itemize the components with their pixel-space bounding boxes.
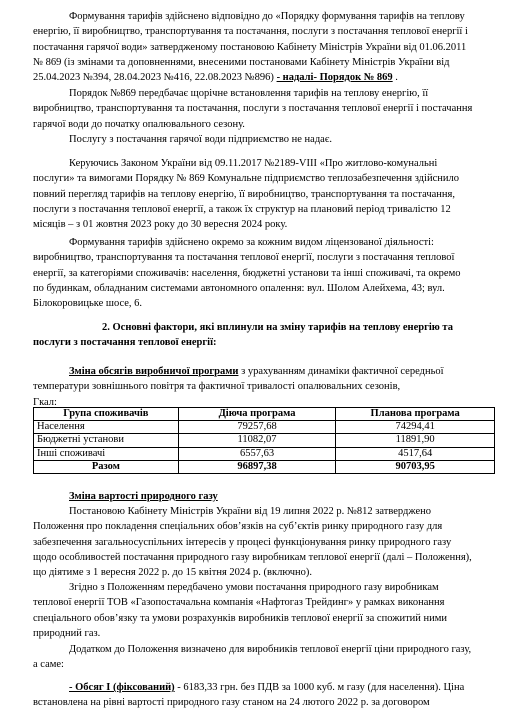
text-line: № 869 (із змінами та доповненнями, внесеними постановами Кабінету Міністрів України від [33,56,450,68]
table-row [34,434,495,447]
text-fragment: . [392,72,398,84]
text-line: щодо особливостей постачання природного газу виробникам теплової енергії (далі – Положення), [33,551,472,563]
text-line: Постановою Кабінету Міністрів України від 19 липня 2022 р. №812 затверджено [69,506,432,517]
text-line: а саме: [33,659,64,671]
text-fragment: 25.04.2023 №394, 28.04.2023 №416, 22.08.2023 №896) [33,72,277,84]
table-cell: 96897,38 [178,460,336,473]
column-header: Діюча програма [178,408,336,421]
production-program-title: Зміна обсягів виробничої програми [69,366,239,377]
text-line: Додатком до Положення визначено для виробників теплової енергії ціни природного газу, [69,644,472,655]
table-cell: 11891,90 [336,434,495,447]
text-line: 2. Основні фактори, які вплинули на зміну тарифів на теплову енергію та [102,322,453,333]
text-line: послуги з постачання теплової енергії: [33,337,217,349]
table-header-row [34,408,495,421]
paragraph-law-reference [33,156,495,232]
order-869-reference: - надалі- Порядок № 869 [276,72,393,84]
volume-1-title: - Обсяг І (фіксований) [69,682,175,693]
paragraph-volume-1-fixed [33,680,495,711]
section-2-heading [33,320,495,351]
table-cell: 11082,07 [178,434,336,447]
text-line: послуги» та вимогами Порядку № 869 Комунальне підприємство теплозабезпечення здійснило [33,173,459,185]
table-cell: Разом [34,460,179,473]
column-header: Група споживачів [34,408,179,421]
text-fragment: з урахуванням динаміки фактичної середньої [238,366,444,377]
table-cell: 4517,64 [336,447,495,460]
paragraph-gas-supply-conditions [33,580,495,641]
text-line [33,680,495,695]
table-cell: Бюджетні установи [34,434,179,447]
text-line: теплової енергії ТОВ «Газопостачальна компанія «Нафтогаз Трейдинг» у рамках виконання [33,597,445,609]
text-line: місяців – з 01 жовтня 2023 року до 30 вересня 2024 року. [33,219,288,231]
table-row [34,447,495,460]
paragraph-cabinet-resolution-812 [33,504,495,580]
column-header: Планова програма [336,408,495,421]
text-line: встановлена на рівні вартості природного газу станом на 24 лютого 2022 р. за договором [33,697,430,709]
production-program-table [33,407,495,474]
text-line: по будинкам, обладнаним системами автономного опалення: вул. Шолом Алейхема, 43; вул. [33,282,445,294]
table-cell: 6557,63 [178,447,336,460]
paragraph-annual-tariffs [33,86,495,132]
text-line: енергії, за категоріями споживачів: населення, бюджетні установи та інші споживачі, та окремо [33,267,461,279]
text-line: забезпечення загальносуспільних інтересів у процесі функціонування ринку природного газу [33,536,452,548]
table-total-row [34,460,495,473]
text-line: повний перегляд тарифів на теплову енергію, її виробництво, транспортування та постачання, [33,188,455,200]
text-line [33,364,495,379]
paragraph-production-program [33,364,495,410]
text-line: Керуючись Законом України від 09.11.2017 №2189-VIII «Про житлово-комунальні [69,158,438,169]
text-line: постачання гарячої води» затвердженому постановою Кабінету Міністрів України від 01.06.2011 [33,41,467,53]
text-line: Гкал: [33,396,57,408]
gas-section-heading [33,489,495,504]
paragraph-hot-water [33,132,495,147]
text-line: Білокоровицьке шосе, 6. [33,298,143,310]
table-cell: Інші споживачі [34,447,179,460]
text-line: гарячої води до початку опалювального сезону. [33,118,245,130]
text-line: що діятиме з 1 вересня 2022 р. до 15 квітня 2024 р. (включно). [33,567,313,579]
text-line: Порядок №869 передбачає щорічне встановлення тарифів на теплову енергію, її [69,88,429,99]
text-fragment: - 6183,33 грн. без ПДВ за 1000 куб. м газу (для населення). Ціна [174,682,465,693]
table-row [34,421,495,434]
text-line: Згідно з Положенням передбачено умови постачання природного газу виробникам [69,582,439,593]
text-line: температури зовнішнього повітря та фактичної тривалості опалювальних сезонів, [33,381,401,393]
text-line [33,70,495,85]
paragraph-tariff-basis [33,9,495,85]
text-line: Послугу з постачання гарячої води підприємство не надає. [69,134,332,145]
text-line: спеціального обов’язку та умови розрахунків виробників теплової енергії за спожитий ними [33,612,448,624]
text-line: виробництво, транспортування та постачання теплової енергії, послуги з постачання теплової [33,252,455,264]
text-line: енергію, її виробництво, транспортування та постачання, послуги з постачання теплової енергії і [33,26,468,38]
text-line: Формування тарифів здійснено відповідно до «Порядку формування тарифів на теплову [69,11,465,22]
paragraph-tariff-by-activity [33,235,495,311]
table-cell: 79257,68 [178,421,336,434]
text-line: природний газ. [33,627,101,639]
text-line: послуги з постачання теплової енергії, а також їх структур на плановий період тривалістю 12 [33,203,451,215]
text-line: Формування тарифів здійснено окремо за кожним видом ліцензованої діяльності: [69,237,434,248]
table-cell: 90703,95 [336,460,495,473]
text-line: Положення про покладення спеціальних обов’язків на суб’єктів ринку природного газу для [33,521,443,533]
text-line: Зміна вартості природного газу [69,491,218,502]
paragraph-gas-prices-annex [33,642,495,673]
text-line: виробництво, транспортування та постачання, послуги з постачання теплової енергії і постачання [33,103,473,115]
table-cell: Населення [34,421,179,434]
table-cell: 74294,41 [336,421,495,434]
